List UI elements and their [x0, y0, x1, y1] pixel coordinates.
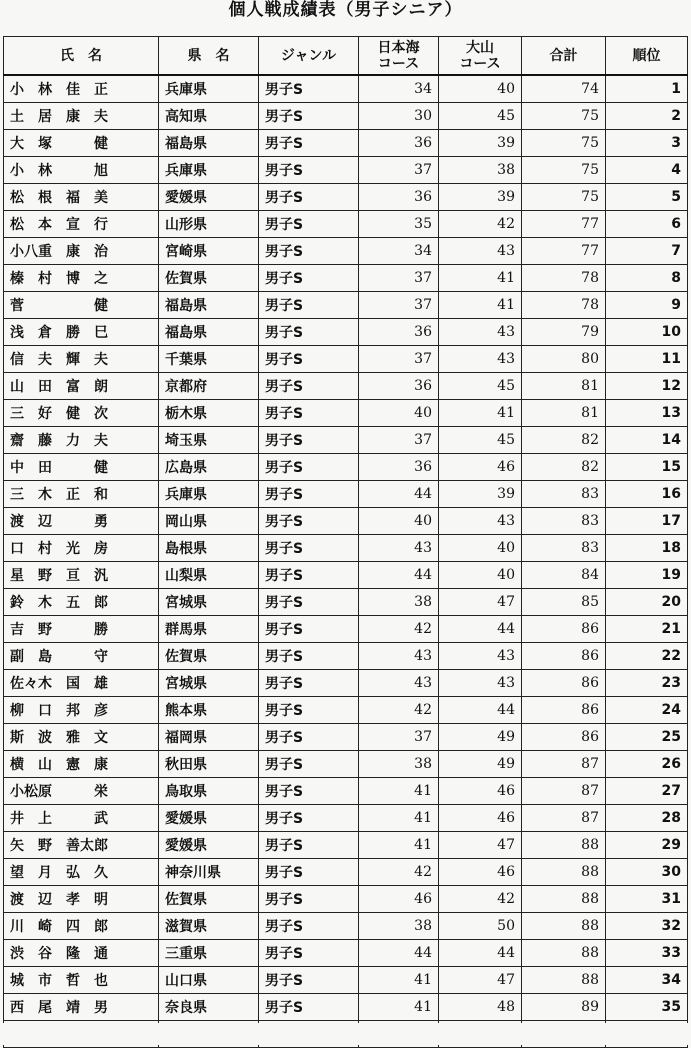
table-row: [4, 967, 688, 994]
table-row: [4, 832, 688, 859]
table-row: [4, 157, 688, 184]
genre-cell: 男子S: [259, 238, 359, 265]
genre-cell: 男子S: [259, 481, 359, 508]
genre-cell: 男子S: [259, 616, 359, 643]
rank-cell: 3: [606, 130, 688, 157]
prefecture-cell: 福島県: [159, 130, 259, 157]
prefecture-cell: 千葉県: [159, 346, 259, 373]
table-row: [4, 940, 688, 967]
prefecture-cell: 島根県: [159, 535, 259, 562]
rank-cell: 7: [606, 238, 688, 265]
total-score-cell: 88: [522, 940, 606, 967]
player-name-cell: 城 市 哲 也: [4, 967, 159, 994]
rank-cell: 17: [606, 508, 688, 535]
player-name-cell: 松 本 宣 行: [4, 211, 159, 238]
nihonkai-score-cell: 38: [359, 589, 439, 616]
nihonkai-score-cell: 43: [359, 535, 439, 562]
total-score-cell: 75: [522, 103, 606, 130]
table-row: [4, 292, 688, 319]
player-name-cell: 渡 辺 勇: [4, 508, 159, 535]
total-score-cell: 78: [522, 265, 606, 292]
genre-cell: 男子S: [259, 508, 359, 535]
genre-cell: 男子S: [259, 184, 359, 211]
prefecture-cell: 群馬県: [159, 616, 259, 643]
player-name-cell: 口 村 光 房: [4, 535, 159, 562]
daisen-score-cell: 39: [439, 184, 522, 211]
page-title: 個人戦成績表（男子シニア）: [228, 0, 463, 20]
nihonkai-score-cell: 35: [359, 211, 439, 238]
genre-cell: 男子S: [259, 265, 359, 292]
prefecture-cell: 熊本県: [159, 697, 259, 724]
header-course-nihonkai: 日本海 コース: [359, 37, 439, 76]
player-name-cell: 三 木 正 和: [4, 481, 159, 508]
genre-cell: 男子S: [259, 562, 359, 589]
player-name-cell: 土 居 康 夫: [4, 103, 159, 130]
genre-cell: 男子S: [259, 427, 359, 454]
rank-cell: 5: [606, 184, 688, 211]
rank-cell: 9: [606, 292, 688, 319]
player-name-cell: 山 田 富 朗: [4, 373, 159, 400]
rank-cell: 24: [606, 697, 688, 724]
prefecture-cell: 宮城県: [159, 670, 259, 697]
prefecture-cell: 佐賀県: [159, 643, 259, 670]
player-name-cell: 齋 藤 力 夫: [4, 427, 159, 454]
genre-cell: 男子S: [259, 157, 359, 184]
daisen-score-cell: 46: [439, 859, 522, 886]
table-row: [4, 616, 688, 643]
nihonkai-score-cell: 38: [359, 913, 439, 940]
genre-cell: 男子S: [259, 643, 359, 670]
table-row: [4, 886, 688, 913]
genre-cell: 男子S: [259, 589, 359, 616]
genre-cell: 男子S: [259, 697, 359, 724]
table-row: [4, 535, 688, 562]
header-genre: ジャンル: [259, 37, 359, 76]
prefecture-cell: 栃木県: [159, 400, 259, 427]
prefecture-cell: 兵庫県: [159, 157, 259, 184]
player-name-cell: 松 根 福 美: [4, 184, 159, 211]
rank-cell: 32: [606, 913, 688, 940]
nihonkai-score-cell: 37: [359, 292, 439, 319]
nihonkai-score-cell: 36: [359, 184, 439, 211]
table-row: [4, 211, 688, 238]
player-name-cell: 柳 口 邦 彦: [4, 697, 159, 724]
daisen-score-cell: 40: [439, 75, 522, 103]
nihonkai-score-cell: 40: [359, 508, 439, 535]
table-row: [4, 724, 688, 751]
table-row: [4, 778, 688, 805]
nihonkai-score-cell: 34: [359, 238, 439, 265]
table-row: [4, 751, 688, 778]
rank-cell: 6: [606, 211, 688, 238]
genre-cell: 男子S: [259, 454, 359, 481]
rank-cell: 33: [606, 940, 688, 967]
rank-cell: 19: [606, 562, 688, 589]
daisen-score-cell: 42: [439, 886, 522, 913]
prefecture-cell: 宮崎県: [159, 238, 259, 265]
daisen-score-cell: 38: [439, 157, 522, 184]
table-row: [4, 238, 688, 265]
prefecture-cell: 福島県: [159, 292, 259, 319]
total-score-cell: 87: [522, 778, 606, 805]
daisen-score-cell: 45: [439, 427, 522, 454]
player-name-cell: 三 好 健 次: [4, 400, 159, 427]
nihonkai-score-cell: 44: [359, 562, 439, 589]
daisen-score-cell: 42: [439, 211, 522, 238]
player-name-cell: 浅 倉 勝 巳: [4, 319, 159, 346]
player-name-cell: 渡 辺 孝 明: [4, 886, 159, 913]
player-name-cell: 小 林 旭: [4, 157, 159, 184]
total-score-cell: 86: [522, 670, 606, 697]
rank-cell: 28: [606, 805, 688, 832]
table-row: [4, 508, 688, 535]
player-name-cell: 西 尾 靖 男: [4, 994, 159, 1021]
prefecture-cell: 高知県: [159, 103, 259, 130]
genre-cell: 男子S: [259, 751, 359, 778]
daisen-score-cell: 39: [439, 481, 522, 508]
nihonkai-score-cell: 37: [359, 427, 439, 454]
player-name-cell: 鈴 木 五 郎: [4, 589, 159, 616]
genre-cell: 男子S: [259, 886, 359, 913]
table-row: [4, 994, 688, 1021]
results-table: [3, 36, 688, 1048]
rank-cell: 27: [606, 778, 688, 805]
total-score-cell: 75: [522, 130, 606, 157]
table-row: [4, 319, 688, 346]
daisen-score-cell: 46: [439, 454, 522, 481]
nihonkai-score-cell: 43: [359, 670, 439, 697]
rank-cell: 2: [606, 103, 688, 130]
table-row: [4, 670, 688, 697]
rank-cell: 4: [606, 157, 688, 184]
header-rank: 順位: [606, 37, 688, 76]
header-course-daisen: 大山 コース: [439, 37, 522, 76]
total-score-cell: 77: [522, 211, 606, 238]
nihonkai-score-cell: 46: [359, 886, 439, 913]
genre-cell: 男子S: [259, 940, 359, 967]
rank-cell: 16: [606, 481, 688, 508]
nihonkai-score-cell: 42: [359, 697, 439, 724]
rank-cell: 21: [606, 616, 688, 643]
prefecture-cell: 秋田県: [159, 751, 259, 778]
daisen-score-cell: 49: [439, 751, 522, 778]
total-score-cell: 87: [522, 805, 606, 832]
nihonkai-score-cell: 36: [359, 454, 439, 481]
table-row: [4, 184, 688, 211]
genre-cell: 男子S: [259, 211, 359, 238]
nihonkai-score-cell: 36: [359, 373, 439, 400]
genre-cell: 男子S: [259, 805, 359, 832]
player-name-cell: 大 塚 健: [4, 130, 159, 157]
daisen-score-cell: 40: [439, 562, 522, 589]
prefecture-cell: 三重県: [159, 940, 259, 967]
daisen-score-cell: 46: [439, 805, 522, 832]
genre-cell: 男子S: [259, 319, 359, 346]
daisen-score-cell: 44: [439, 616, 522, 643]
player-name-cell: 中 田 健: [4, 454, 159, 481]
nihonkai-score-cell: 41: [359, 778, 439, 805]
total-score-cell: 83: [522, 508, 606, 535]
nihonkai-score-cell: 41: [359, 805, 439, 832]
prefecture-cell: 愛媛県: [159, 184, 259, 211]
player-name-cell: 吉 野 勝: [4, 616, 159, 643]
table-row: [4, 346, 688, 373]
daisen-score-cell: 41: [439, 292, 522, 319]
rank-cell: 23: [606, 670, 688, 697]
nihonkai-score-cell: 37: [359, 346, 439, 373]
table-row: [4, 130, 688, 157]
nihonkai-score-cell: 36: [359, 130, 439, 157]
total-score-cell: 88: [522, 859, 606, 886]
genre-cell: 男子S: [259, 130, 359, 157]
header-total: 合計: [522, 37, 606, 76]
daisen-score-cell: 43: [439, 670, 522, 697]
total-score-cell: 80: [522, 346, 606, 373]
daisen-score-cell: 47: [439, 589, 522, 616]
prefecture-cell: 愛媛県: [159, 805, 259, 832]
prefecture-cell: 愛媛県: [159, 832, 259, 859]
rank-cell: 22: [606, 643, 688, 670]
prefecture-cell: 神奈川県: [159, 859, 259, 886]
table-row: [4, 75, 688, 103]
player-name-cell: 菅 健: [4, 292, 159, 319]
daisen-score-cell: 43: [439, 238, 522, 265]
total-score-cell: 88: [522, 886, 606, 913]
genre-cell: 男子S: [259, 967, 359, 994]
genre-cell: 男子S: [259, 346, 359, 373]
nihonkai-score-cell: 42: [359, 859, 439, 886]
table-row: [4, 562, 688, 589]
total-score-cell: 74: [522, 75, 606, 103]
daisen-score-cell: 43: [439, 508, 522, 535]
player-name-cell: 星 野 亘 汎: [4, 562, 159, 589]
table-row: [4, 805, 688, 832]
nihonkai-score-cell: 36: [359, 319, 439, 346]
header-prefecture: 県 名: [159, 37, 259, 76]
prefecture-cell: 福島県: [159, 319, 259, 346]
prefecture-cell: 佐賀県: [159, 265, 259, 292]
nihonkai-score-cell: 37: [359, 157, 439, 184]
daisen-score-cell: 43: [439, 346, 522, 373]
header-name: 氏 名: [4, 37, 159, 76]
nihonkai-score-cell: 40: [359, 400, 439, 427]
nihonkai-score-cell: 37: [359, 724, 439, 751]
prefecture-cell: 広島県: [159, 454, 259, 481]
prefecture-cell: 山梨県: [159, 562, 259, 589]
prefecture-cell: 兵庫県: [159, 481, 259, 508]
daisen-score-cell: 43: [439, 319, 522, 346]
daisen-score-cell: 41: [439, 265, 522, 292]
prefecture-cell: 京都府: [159, 373, 259, 400]
nihonkai-score-cell: 44: [359, 940, 439, 967]
genre-cell: 男子S: [259, 913, 359, 940]
prefecture-cell: 奈良県: [159, 994, 259, 1021]
prefecture-cell: 佐賀県: [159, 886, 259, 913]
genre-cell: 男子S: [259, 400, 359, 427]
table-row: [4, 859, 688, 886]
total-score-cell: 88: [522, 913, 606, 940]
rank-cell: 29: [606, 832, 688, 859]
player-name-cell: 渋 谷 隆 通: [4, 940, 159, 967]
rank-cell: 10: [606, 319, 688, 346]
total-score-cell: 84: [522, 562, 606, 589]
total-score-cell: 86: [522, 616, 606, 643]
rank-cell: 14: [606, 427, 688, 454]
table-row: [4, 697, 688, 724]
genre-cell: 男子S: [259, 373, 359, 400]
total-score-cell: 83: [522, 481, 606, 508]
player-name-cell: 副 島 守: [4, 643, 159, 670]
table-row: [4, 373, 688, 400]
rank-cell: 1: [606, 75, 688, 103]
nihonkai-score-cell: 41: [359, 832, 439, 859]
player-name-cell: 矢 野 善太郎: [4, 832, 159, 859]
daisen-score-cell: 43: [439, 643, 522, 670]
table-row: [4, 454, 688, 481]
nihonkai-score-cell: 41: [359, 994, 439, 1021]
table-row: [4, 643, 688, 670]
table-row: [4, 265, 688, 292]
player-name-cell: 横 山 憲 康: [4, 751, 159, 778]
rank-cell: 20: [606, 589, 688, 616]
daisen-score-cell: 50: [439, 913, 522, 940]
daisen-score-cell: 44: [439, 697, 522, 724]
rank-cell: 13: [606, 400, 688, 427]
total-score-cell: 78: [522, 292, 606, 319]
nihonkai-score-cell: 41: [359, 967, 439, 994]
daisen-score-cell: 41: [439, 400, 522, 427]
table-row: [4, 589, 688, 616]
genre-cell: 男子S: [259, 778, 359, 805]
total-score-cell: 82: [522, 454, 606, 481]
rank-cell: 31: [606, 886, 688, 913]
rank-cell: 30: [606, 859, 688, 886]
daisen-score-cell: 48: [439, 994, 522, 1021]
player-name-cell: 小八重 康 治: [4, 238, 159, 265]
daisen-score-cell: 45: [439, 103, 522, 130]
prefecture-cell: 山形県: [159, 211, 259, 238]
total-score-cell: 81: [522, 373, 606, 400]
player-name-cell: 信 夫 輝 夫: [4, 346, 159, 373]
prefecture-cell: 鳥取県: [159, 778, 259, 805]
daisen-score-cell: 49: [439, 724, 522, 751]
genre-cell: 男子S: [259, 292, 359, 319]
nihonkai-score-cell: 43: [359, 643, 439, 670]
total-score-cell: 86: [522, 724, 606, 751]
total-score-cell: 75: [522, 157, 606, 184]
nihonkai-score-cell: 38: [359, 751, 439, 778]
daisen-score-cell: 44: [439, 940, 522, 967]
total-score-cell: 82: [522, 427, 606, 454]
prefecture-cell: 福岡県: [159, 724, 259, 751]
page-cut-edge: [0, 1023, 691, 1045]
rank-cell: 34: [606, 967, 688, 994]
rank-cell: 26: [606, 751, 688, 778]
total-score-cell: 83: [522, 535, 606, 562]
table-row: [4, 103, 688, 130]
rank-cell: 35: [606, 994, 688, 1021]
player-name-cell: 斯 波 雅 文: [4, 724, 159, 751]
rank-cell: 12: [606, 373, 688, 400]
total-score-cell: 86: [522, 643, 606, 670]
player-name-cell: 井 上 武: [4, 805, 159, 832]
genre-cell: 男子S: [259, 103, 359, 130]
player-name-cell: 小松原 栄: [4, 778, 159, 805]
daisen-score-cell: 47: [439, 967, 522, 994]
genre-cell: 男子S: [259, 859, 359, 886]
player-name-cell: 榛 村 博 之: [4, 265, 159, 292]
total-score-cell: 77: [522, 238, 606, 265]
genre-cell: 男子S: [259, 75, 359, 103]
rank-cell: 18: [606, 535, 688, 562]
rank-cell: 15: [606, 454, 688, 481]
header-row: [4, 37, 688, 76]
genre-cell: 男子S: [259, 535, 359, 562]
table-row: [4, 427, 688, 454]
genre-cell: 男子S: [259, 832, 359, 859]
total-score-cell: 88: [522, 967, 606, 994]
daisen-score-cell: 45: [439, 373, 522, 400]
rank-cell: 25: [606, 724, 688, 751]
genre-cell: 男子S: [259, 724, 359, 751]
player-name-cell: 佐々木 国 雄: [4, 670, 159, 697]
daisen-score-cell: 46: [439, 778, 522, 805]
total-score-cell: 89: [522, 994, 606, 1021]
prefecture-cell: 滋賀県: [159, 913, 259, 940]
daisen-score-cell: 39: [439, 130, 522, 157]
prefecture-cell: 兵庫県: [159, 75, 259, 103]
table-row: [4, 481, 688, 508]
player-name-cell: 川 崎 四 郎: [4, 913, 159, 940]
total-score-cell: 88: [522, 832, 606, 859]
player-name-cell: 小 林 佳 正: [4, 75, 159, 103]
total-score-cell: 79: [522, 319, 606, 346]
nihonkai-score-cell: 34: [359, 75, 439, 103]
genre-cell: 男子S: [259, 994, 359, 1021]
prefecture-cell: 宮城県: [159, 589, 259, 616]
genre-cell: 男子S: [259, 670, 359, 697]
prefecture-cell: 岡山県: [159, 508, 259, 535]
total-score-cell: 86: [522, 697, 606, 724]
total-score-cell: 81: [522, 400, 606, 427]
prefecture-cell: 山口県: [159, 967, 259, 994]
nihonkai-score-cell: 44: [359, 481, 439, 508]
total-score-cell: 75: [522, 184, 606, 211]
daisen-score-cell: 47: [439, 832, 522, 859]
table-row: [4, 913, 688, 940]
total-score-cell: 87: [522, 751, 606, 778]
nihonkai-score-cell: 42: [359, 616, 439, 643]
total-score-cell: 85: [522, 589, 606, 616]
daisen-score-cell: 40: [439, 535, 522, 562]
prefecture-cell: 埼玉県: [159, 427, 259, 454]
nihonkai-score-cell: 30: [359, 103, 439, 130]
nihonkai-score-cell: 37: [359, 265, 439, 292]
rank-cell: 11: [606, 346, 688, 373]
player-name-cell: 望 月 弘 久: [4, 859, 159, 886]
table-row: [4, 400, 688, 427]
rank-cell: 8: [606, 265, 688, 292]
